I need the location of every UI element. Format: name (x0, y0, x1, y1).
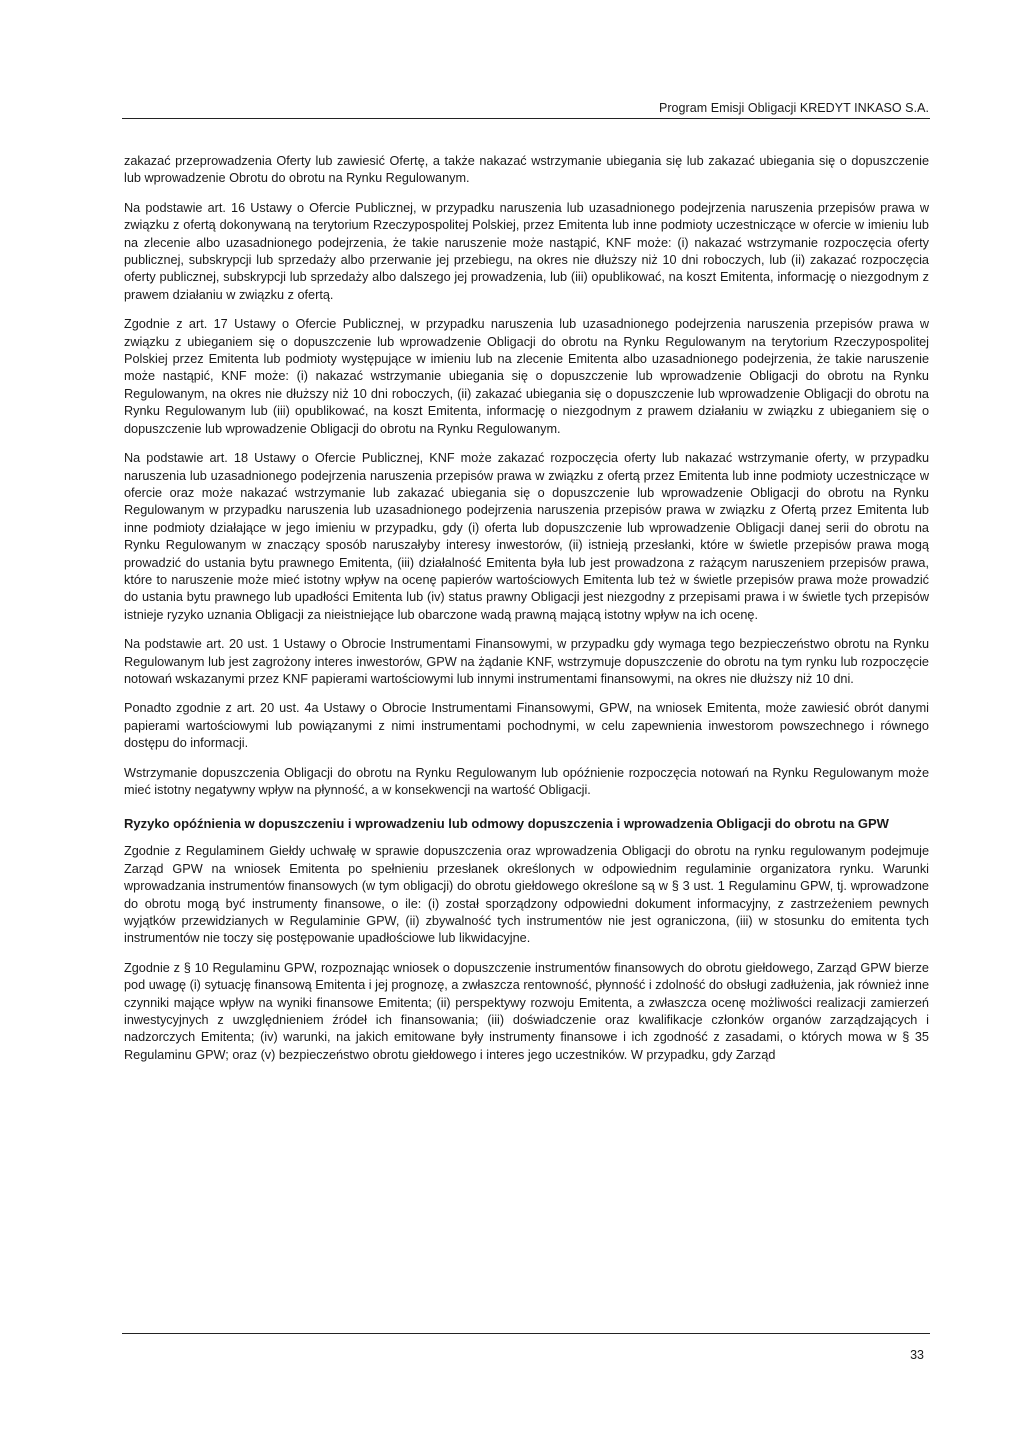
paragraph-art-17: Zgodnie z art. 17 Ustawy o Ofercie Publicznej, w przypadku naruszenia lub uzasadnionego podejrzenia naruszenia przepisów prawa w związku z ubieganiem się o dopuszczenie lub wprowadzenie Obligacji do obrotu na Rynku Regulowanym na terytorium Rzeczypospolitej Polskiej przez Emitenta lub podmioty występujące w imieniu lub na zlecenie Emitenta albo uzasadnionego podejrzenia, że takie naruszenie może nastąpić, KNF może: (i) nakazać wstrzymanie ubiegania się o dopuszczenie lub wprowadzenie Obligacji do obrotu na Rynku Regulowanym, na okres nie dłuższy niż 10 dni roboczych, (ii) zakazać ubiegania się o dopuszczenie lub wprowadzenie Obligacji do obrotu na Rynku Regulowanym lub (iii) opublikować, na koszt Emitenta, informację o niezgodnym z prawem działaniu w związku z ubieganiem się o dopuszczenie lub wprowadzenie Obligacji do obrotu na Rynku Regulowanym. (124, 317, 929, 436)
paragraph-art-18: Na podstawie art. 18 Ustawy o Ofercie Publicznej, KNF może zakazać rozpoczęcia oferty lub nakazać wstrzymanie oferty, w przypadku naruszenia lub uzasadnionego podejrzenia naruszenia przepisów prawa w związku z ofertą przez Emitenta lub inne podmioty uczestniczące w ofercie oraz może nakazać wstrzymanie lub zakazać ubiegania się o dopuszczenie lub wprowadzenie Obligacji do obrotu na Rynku Regulowanym w przypadku naruszenia lub uzasadnionego podejrzenia naruszenia przepisów prawa w związku z Ofertą przez Emitenta lub inne podmioty działające w jego imieniu w przypadku, gdy (i) oferta lub dopuszczenie lub wprowadzenie Obligacji danej serii do obrotu na Rynku Regulowanym w znaczący sposób naruszałyby interesy inwestorów, (ii) istnieją przesłanki, które w świetle przepisów prawa mogą prowadzić do ustania bytu prawnego Emitenta, (iii) działalność Emitenta była lub jest prowadzona z rażącym naruszeniem przepisów prawa, które to naruszenie może mieć istotny wpływ na ocenę papierów wartościowych Emitenta lub też w świetle przepisów prawa może prowadzić do ustania bytu prawnego lub upadłości Emitenta lub (iv) status prawny Obligacji jest niezgodny z przepisami prawa i w świetle tych przepisów istnieje ryzyko uznania Obligacji za nieistniejące lub obarczone wadą prawną mającą istotny wpływ na ich ocenę. (124, 451, 929, 622)
paragraph-art-16: Na podstawie art. 16 Ustawy o Ofercie Publicznej, w przypadku naruszenia lub uzasadnionego podejrzenia naruszenia przepisów prawa w związku z ofertą dokonywaną na terytorium Rzeczypospolitej Polskiej, przez Emitenta lub inne podmioty uczestniczące w ofercie w imieniu lub na zlecenie albo uzasadnionego podejrzenia, że takie naruszenie może nastąpić, KNF może: (i) nakazać wstrzymanie rozpoczęcia oferty publicznej, subskrypcji lub sprzedaży albo przerwanie jej przebiegu, na okres nie dłuższy niż 10 dni roboczych, lub (ii) zakazać rozpoczęcia oferty publicznej, subskrypcji lub sprzedaży albo dalszego jej prowadzenia, lub (iii) opublikować, na koszt Emitenta, informację o niezgodnym z prawem działaniu w związku z ofertą. (124, 200, 929, 302)
paragraph-art-20-ust-4a: Ponadto zgodnie z art. 20 ust. 4a Ustawy o Obrocie Instrumentami Finansowymi, GPW, na wniosek Emitenta, może zawiesić obrót danymi papierami wartościowymi lub powiązanymi z nimi instrumentami pochodnymi, w celu zapewnienia inwestorom powszechnego i równego dostępu do informacji. (124, 701, 929, 751)
paragraph-par-10: Zgodnie z § 10 Regulaminu GPW, rozpoznając wniosek o dopuszczenie instrumentów finansowych do obrotu giełdowego, Zarząd GPW bierze pod uwagę (i) sytuację finansową Emitenta i jej prognozę, a zwłaszcza rentowność, płynność i zdolność do obsługi zadłużenia, jak również inne czynniki mające wpływ na wyniki finansowe Emitenta; (ii) perspektywy rozwoju Emitenta, a zwłaszcza ocenę możliwości realizacji zamierzeń inwestycyjnych z uwzględnieniem źródeł ich finansowania; (iii) doświadczenie oraz kwalifikacje członków organów zarządzających i nadzorczych Emitenta; (iv) warunki, na jakich emitowane były instrumenty finansowe i ich zgodność z zasadami, o których mowa w § 35 Regulaminu GPW; oraz (v) bezpieczeństwo obrotu giełdowego i interes jego uczestników. W przypadku, gdy Zarząd (124, 960, 929, 1062)
header-divider (122, 118, 930, 119)
footer-divider (122, 1333, 930, 1334)
paragraph-art-20-ust-1: Na podstawie art. 20 ust. 1 Ustawy o Obrocie Instrumentami Finansowymi, w przypadku gdy wymaga tego bezpieczeństwo obrotu na Rynku Regulowanym lub jest zagrożony interes inwestorów, GPW na żądanie KNF, wstrzymuje dopuszczenie do obrotu na tym rynku lub rozpoczęcie notowań wskazanymi przez KNF papierami wartościowymi lub innymi instrumentami finansowymi, na okres nie dłuższy niż 10 dni. (124, 637, 929, 686)
paragraph-continuation: zakazać przeprowadzenia Oferty lub zawiesić Ofertę, a także nakazać wstrzymanie ubiegania się lub zakazać ubiegania się o dopuszczenie lub wprowadzenie Obrotu do obrotu na Rynku Regulowanym. (124, 154, 929, 186)
paragraph-regulamin-gieldy: Zgodnie z Regulaminem Giełdy uchwałę w sprawie dopuszczenia oraz wprowadzenia Obligacji do obrotu na rynku regulowanym podejmuje Zarząd GPW na wniosek Emitenta po spełnieniu przesłanek określonych w odpowiednim regulaminie organizatora rynku. Warunki wprowadzania instrumentów finansowych (w tym obligacji) do obrotu giełdowego określone są w § 3 ust. 1 Regulaminu GPW, tj. wprowadzone do obrotu mogą być instrumenty finansowe, o ile: (i) został sporządzony odpowiedni dokument informacyjny, z zastrzeżeniem pewnych wyjątków przewidzianych w Regulaminie GPW, (ii) zbywalność tych instrumentów nie jest ograniczona, (iii) w stosunku do emitenta tych instrumentów nie toczy się postępowanie upadłościowe lub likwidacyjne. (124, 844, 929, 946)
page-number: 33 (910, 1348, 924, 1362)
page-body (124, 153, 929, 1076)
paragraph-wstrzymanie: Wstrzymanie dopuszczenia Obligacji do obrotu na Rynku Regulowanym lub opóźnienie rozpoczęcia notowań na Rynku Regulowanym może mieć istotny negatywny wpływ na płynność, a w konsekwencji na wartość Obligacji. (124, 765, 929, 797)
running-header: Program Emisji Obligacji KREDYT INKASO S.A. (658, 101, 929, 115)
section-heading: Ryzyko opóźnienia w dopuszczeniu i wprowadzeniu lub odmowy dopuszczenia i wprowadzenia Obligacji do obrotu na GPW (124, 816, 889, 832)
